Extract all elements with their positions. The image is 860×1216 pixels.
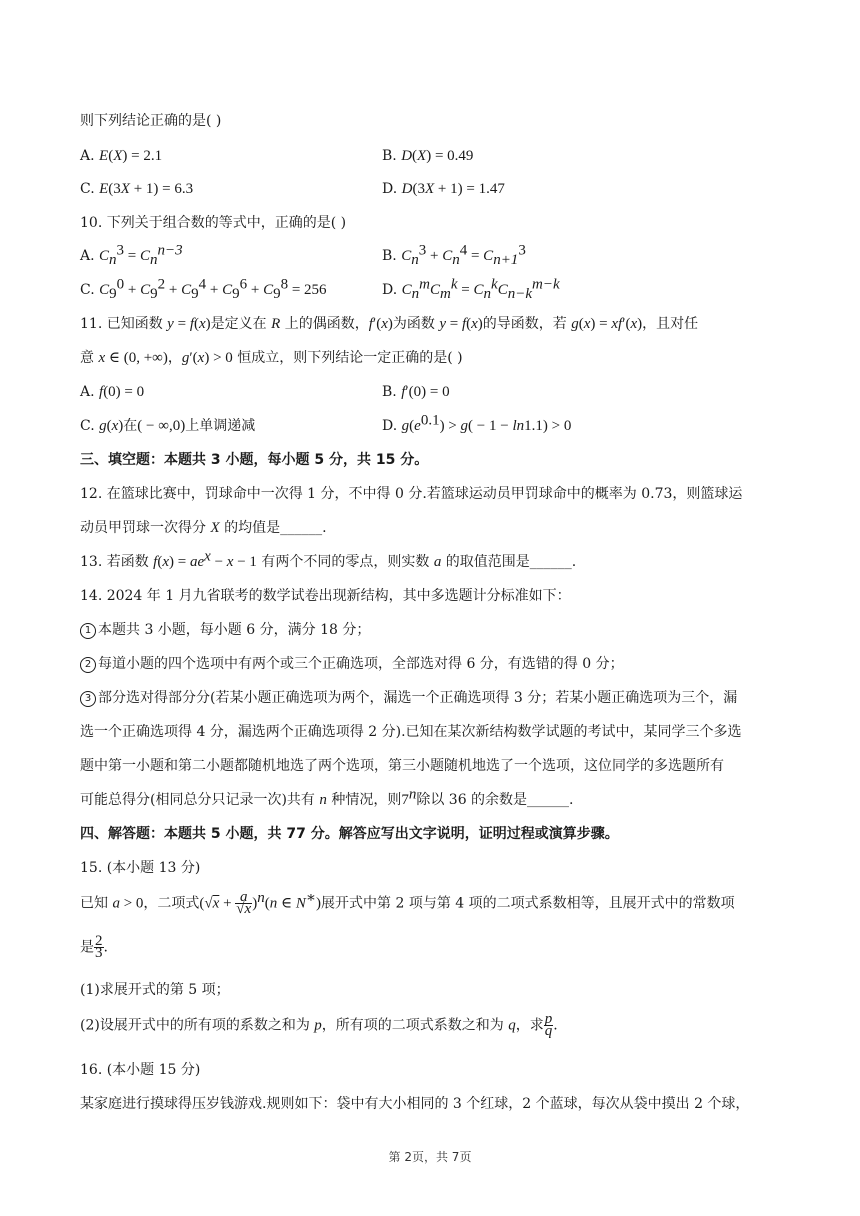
q14-item1: 1 本题共 3 小题，每小题 6 分，满分 18 分； (80, 620, 370, 640)
q15-line2: 是 $\frac{2}{3}$ . (80, 933, 108, 961)
q14-item3: 3 部分选对得部分分(若某小题正确选项为两个，漏选一个正确选项得 3 分；若某小题正确选项为三个，漏 (80, 688, 737, 708)
q16-line1: 某家庭进行摸球得压岁钱游戏.规则如下：袋中有大小相同的 3 个红球，2 个蓝球，每次从袋中摸出 2 个球， (80, 1096, 750, 1112)
page-footer: 第 2页，共 7页 (388, 1150, 472, 1164)
q14-line6: 可能总得分(相同总分只记录一次)共有 n 种情况，则7$^n$除以 36 的余数是______. (80, 786, 574, 808)
q10-option-b: B. $C_n^3 + C_n^4 = C_{n+1}^3$ (382, 242, 526, 268)
q14-line1: 14. 2024 年 1 月九省联考的数学试卷出现新结构，其中多选题计分标准如下： (80, 588, 571, 604)
q10-stem: 10. 下列关于组合数的等式中，正确的是( ) (80, 215, 347, 231)
q9-option-b: B. D(X) = 0.49 (382, 148, 474, 164)
q14-line4: 选一个正确选项得 4 分，漏选两个正确选项得 2 分).已知在某次新结构数学试题的考试中，某同学三个多选 (80, 724, 742, 740)
q14-item2: 2 每道小题的四个选项中有两个或三个正确选项，全部选对得 6 分，有选错的得 0 分； (80, 654, 624, 674)
q11-option-a: A. f(0) = 0 (80, 384, 145, 400)
q9-option-a: A. E(X) = 2.1 (80, 148, 163, 164)
q12-line1: 12. 在篮球比赛中，罚球命中一次得 1 分，不中得 0 分.若篮球运动员甲罚球命中的概率为 0.73，则篮球运 (80, 486, 743, 502)
q15-line1: 已知 a > 0，二项式(√x + $\frac{a}{√x}$ )$^n$(n ∈ N∗)展开式中第 2 项与第 4 项的二项式系数相等，且展开式中的常数项 (80, 889, 735, 917)
q13-text: 13. 若函数 $f(x) = ae^x - x - 1$ 有两个不同的零点，则实数 a 的取值范围是______. (80, 548, 577, 570)
q11-option-b: B. f′(0) = 0 (382, 384, 450, 400)
q12-line2: 动员甲罚球一次得分 X 的均值是______. (80, 520, 327, 536)
q9-option-d: D. D(3X + 1) = 1.47 (382, 181, 505, 197)
q11-option-d: D. $g(e^{0.1}) > g( - 1 - \ln 1.1) > 0$ (382, 412, 572, 434)
q11-option-c: C. g(x)在( − ∞,0)上单调递减 (80, 418, 256, 434)
q10-option-c: C. $C_9^0 + C_9^2 + C_9^4 + C_9^6 + C_9^8 = 256$ (80, 276, 327, 302)
q9-option-c: C. E(3X + 1) = 6.3 (80, 181, 194, 197)
q9-stem: 则下列结论正确的是( ) (80, 113, 222, 129)
q14-line5: 题中第一小题和第二小题都随机地选了两个选项，第三小题随机地选了一个选项，这位同学的多选题所有 (80, 758, 724, 774)
q16-header: 16. (本小题 15 分) (80, 1062, 201, 1078)
q11-line2: 意 x ∈ (0, +∞)，g′(x) > 0 恒成立，则下列结论一定正确的是( ) (80, 350, 463, 366)
q11-line1: 11. 已知函数 y = f(x)是定义在 R 上的偶函数，f′(x)为函数 y = f(x)的导函数，若 g(x) = xf′(x)，且对任 (80, 316, 699, 332)
q15-part1: (1)求展开式的第 5 项； (80, 982, 230, 998)
section-4-heading: 四、解答题：本题共 5 小题，共 77 分。解答应写出文字说明，证明过程或演算步骤。 (80, 826, 619, 842)
section-3-heading: 三、填空题：本题共 3 小题，每小题 5 分，共 15 分。 (80, 452, 429, 468)
q15-header: 15. (本小题 13 分) (80, 860, 201, 876)
q10-option-d: D. $C_n^mC_m^k = C_n^kC_{n-k}^{m-k}$ (382, 276, 560, 302)
q15-part2: (2)设展开式中的所有项的系数之和为 p，所有项的二项式系数之和为 q，求 $\frac{p}{q}$ . (80, 1011, 558, 1039)
q10-option-a: A. $C_n^3 = C_n^{n-3}$ (80, 242, 183, 268)
